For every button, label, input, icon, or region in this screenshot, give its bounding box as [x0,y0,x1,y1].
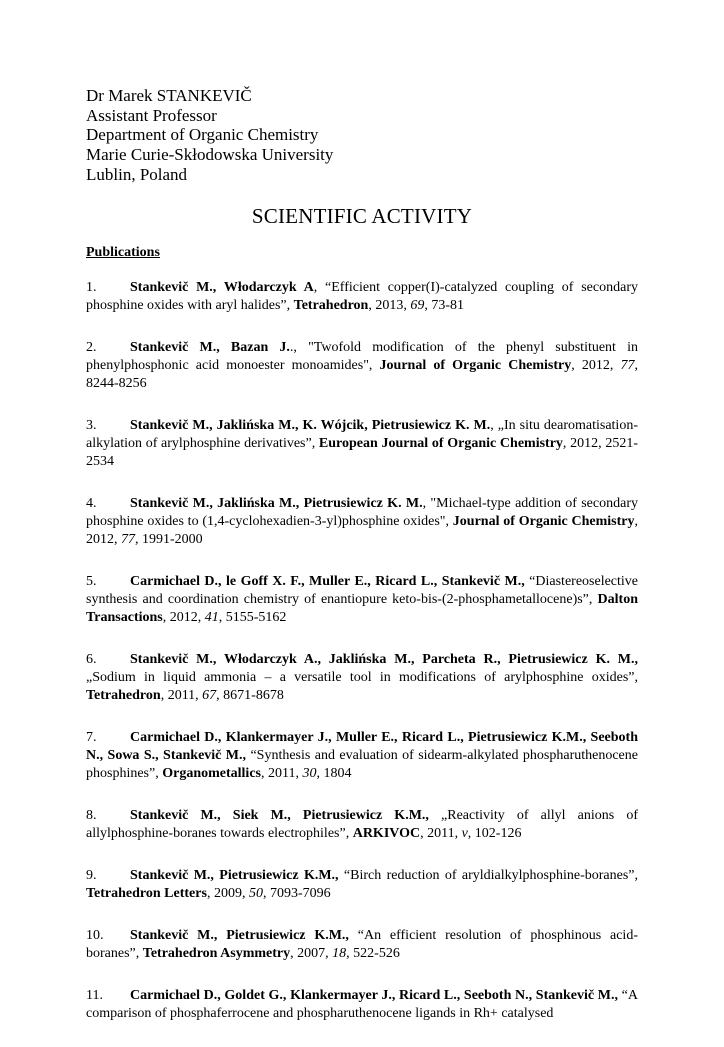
publication-entry [86,417,638,471]
publication-title: , „In situ dearomatisation-alkylation of arylphosphine derivatives”, [86,418,638,451]
publication-volume: 50 [248,886,263,901]
publication-number: 3. [86,418,97,433]
publication-number: 2. [86,340,97,355]
publication-journal: Journal of Organic Chemistry [379,358,572,373]
publication-year: , 2012, [86,514,638,547]
publication-entry [86,573,638,627]
publication-volume: v [461,826,468,841]
publication-entry [86,339,638,393]
publication-title: “A comparison of phosphaferrocene and phospharuthenocene ligands in Rh+ catalysed [86,988,639,1021]
publication-number: 6. [86,652,97,667]
publication-number: 5. [86,574,97,589]
publication-entry [86,279,638,315]
publication-journal: ARKIVOC [352,826,421,841]
publication-year: , 2011, [260,766,303,781]
publication-number: 7. [86,730,97,745]
publication-journal: Tetrahedron Asymmetry [142,946,291,961]
publication-title: “Diastereoselective synthesis and coordination chemistry of enantiopure keto-bis-(2-phosphametallocene)s”, [86,574,639,607]
publication-authors: Stankevič M., Siek M., Pietrusiewicz K.M., [130,808,429,823]
publication-volume: 41 [204,610,219,625]
publication-year: , 2007, [290,946,333,961]
publication-title: „Reactivity of allyl anions of allylphosphine-boranes towards electrophiles”, [86,808,639,841]
author-position: Assistant Professor [86,105,217,125]
publication-volume: 30 [302,766,317,781]
publication-pages: , 8671-8678 [216,688,284,703]
publication-authors: Stankevič M., Włodarczyk A [130,280,314,295]
publication-volume: 69 [410,298,425,313]
publication-number: 8. [86,808,97,823]
publication-authors: Stankevič M., Jaklińska M., Pietrusiewicz K. M. [130,496,423,511]
publication-pages: , 5155-5162 [218,610,287,625]
publication-year: , 2011, [420,826,462,841]
publication-number: 11. [86,988,103,1003]
author-university: Marie Curie-Skłodowska University [86,145,334,165]
publication-year: , 2009, [206,886,249,901]
publication-number: 4. [86,496,97,511]
publication-number: 9. [86,868,97,883]
publication-authors: Stankevič M., Pietrusiewicz K.M., [130,928,349,943]
publication-entry [86,927,638,963]
publication-pages: , 7093-7096 [262,886,331,901]
publication-volume: 77 [121,532,135,547]
page-title: SCIENTIFIC ACTIVITY [251,204,473,228]
publication-title: „Sodium in liquid ammonia – a versatile tool in modifications of arylphosphine oxides”, [86,670,638,685]
publication-journal: Tetrahedron Letters [86,886,207,901]
publication-authors: Carmichael D., Klankermayer J., Muller E., Ricard L., Pietrusiewicz K.M., Seeboth N., Sowa S., Stankevič M., [86,730,638,763]
publication-authors: Stankevič M., Bazan J. [130,340,290,355]
publication-number: 10. [86,928,104,943]
publication-entry [86,651,638,705]
publication-entry [86,867,638,903]
publication-volume: 18 [332,946,347,961]
publication-journal: Organometallics [162,766,261,781]
section-heading-publications: Publications [86,245,160,260]
author-department: Department of Organic Chemistry [86,125,319,145]
publication-authors: Stankevič M., Włodarczyk A., Jaklińska M., Parcheta R., Pietrusiewicz K. M., [130,652,638,667]
publication-year: , 2013, [368,298,411,313]
publication-authors: Stankevič M., Pietrusiewicz K.M., [130,868,339,883]
publication-journal: Dalton Transactions [86,592,638,625]
publication-title: ., "Twofold modification of the phenyl substituent in phenylphosphonic acid monoester monoamides", [86,340,639,373]
publication-number: 1. [86,280,97,295]
publication-pages: , 73-81 [424,298,464,313]
publication-pages: , 1804 [316,766,352,781]
publication-journal: Journal of Organic Chemistry [452,514,635,529]
publication-pages: , 1991-2000 [135,532,203,547]
publication-authors: Stankevič M., Jaklińska M., K. Wójcik, Pietrusiewicz K. M. [130,418,491,433]
publication-pages: , 522-526 [346,946,400,961]
publication-entry [86,729,638,783]
publication-pages: , 8244-8256 [86,358,638,391]
publication-title: , “Efficient copper(I)-catalyzed coupling of secondary phosphine oxides with aryl halides”, [86,280,638,313]
publication-title: “Synthesis and evaluation of sidearm-alkylated phospharuthenocene phosphines”, [86,748,638,781]
publication-title: “Birch reduction of aryldialkylphosphine-boranes”, [338,868,638,883]
publication-volume: 77 [620,358,635,373]
publications-list [86,279,638,1047]
publication-entry [86,987,638,1023]
publication-entry [86,495,638,549]
publication-journal: Tetrahedron [86,688,161,703]
publication-volume: 67 [202,688,217,703]
publication-year: , 2012, [162,610,205,625]
publication-title: “An efficient resolution of phosphinous acid-boranes”, [86,928,638,961]
publication-journal: European Journal of Organic Chemistry [318,436,563,451]
author-location: Lublin, Poland [86,164,188,184]
publication-year: , 2012, 2521-2534 [86,436,638,469]
publication-title: , "Michael-type addition of secondary phosphine oxides to (1,4-cyclohexadien-3-yl)phosphine oxides", [86,496,638,529]
publication-authors: Carmichael D., le Goff X. F., Muller E., Ricard L., Stankevič M., [130,574,525,589]
publication-year: , 2012, [571,358,621,373]
publication-entry [86,807,638,843]
author-header [86,86,333,185]
publication-authors: Carmichael D., Goldet G., Klankermayer J., Ricard L., Seeboth N., Stankevič M., [130,988,619,1003]
publication-year: , 2011, [160,688,203,703]
publication-journal: Tetrahedron [293,298,369,313]
author-name: Dr Marek STANKEVIČ [86,86,252,105]
publication-pages: , 102-126 [467,826,522,841]
